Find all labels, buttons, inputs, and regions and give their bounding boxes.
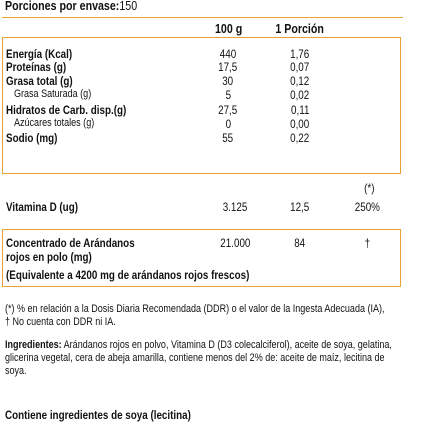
vitamin-d-100g: 3.125 [222, 200, 248, 214]
vitamin-d-ddr: 250% [354, 200, 380, 214]
ddr-header: (*) [363, 181, 375, 195]
nutrient-name-fat: Grasa total (g) [6, 74, 73, 88]
cranberry-name-line2: rojos en polo (mg) [6, 250, 92, 264]
nutrient-sugars-100g: 0 [225, 117, 231, 131]
cranberry-serving: 84 [294, 236, 306, 250]
nutrient-name-carbs: Hidratos de Carb. disp.(g) [6, 103, 127, 117]
soy-notice: Contiene ingredientes de soya (lecitina) [5, 408, 191, 422]
ingredients [5, 339, 407, 378]
servings-label: Porciones por envase: [5, 0, 120, 13]
nutrient-sodium-serving: 0,22 [290, 131, 310, 145]
nutrient-energy-serving: 1,76 [290, 47, 310, 61]
ingredients-label: Ingredientes: [5, 339, 62, 351]
footnote: (*) % en relación a la Dosis Diaria Recomendada (DDR) o el valor de la Ingesta Adecuada (IA), † No cuenta con DDR ni IA. [5, 303, 385, 328]
nutrient-protein-serving: 0,07 [290, 60, 310, 74]
nutrient-name-saturated-fat: Grasa Saturada (g) [14, 88, 92, 100]
nutrient-protein-100g: 17,5 [218, 60, 238, 74]
cranberry-name-line1: Concentrado de Arándanos [6, 236, 135, 250]
servings-line [5, 0, 166, 13]
ingredients-text: Arándanos rojos en polvo, Vitamina D (D3 colecalciferol), aceite de soya, gelatina, glicerina vegetal, cera de abeja amarilla, contiene menos del 2% de: aceite de maíz, lecitina de soya. [5, 339, 392, 377]
vitamin-d-name: Vitamina D (ug) [6, 200, 78, 214]
nutrient-sugars-serving: 0,00 [290, 117, 310, 131]
nutrient-fat-serving: 0,12 [290, 74, 310, 88]
cranberry-100g: 21.000 [219, 236, 251, 250]
cranberry-ddr: † [364, 236, 370, 250]
nutrient-name-protein: Proteínas (g) [6, 60, 67, 74]
nutrient-name-sodium: Sodio (mg) [6, 131, 58, 145]
table-top-border [2, 17, 403, 18]
nutrient-sodium-100g: 55 [222, 131, 234, 145]
header-100g: 100 g [215, 21, 243, 36]
nutrient-carbs-serving: 0,11 [290, 103, 310, 117]
servings-value: 150 [119, 0, 138, 13]
cranberry-equivalent: (Equivalente a 4200 mg de arándanos rojos frescos) [6, 268, 250, 282]
nutrient-saturated-fat-100g: 5 [225, 88, 231, 102]
nutrient-name-sugars: Azúcares totales (g) [14, 117, 95, 129]
header-serving: 1 Porción [275, 21, 325, 36]
nutrient-energy-100g: 440 [219, 47, 237, 61]
nutrient-fat-100g: 30 [222, 74, 234, 88]
nutrient-carbs-100g: 27,5 [218, 103, 238, 117]
nutrient-saturated-fat-serving: 0,02 [290, 88, 310, 102]
vitamin-d-serving: 12,5 [290, 200, 310, 214]
nutrient-name-energy: Energía (Kcal) [6, 47, 73, 61]
